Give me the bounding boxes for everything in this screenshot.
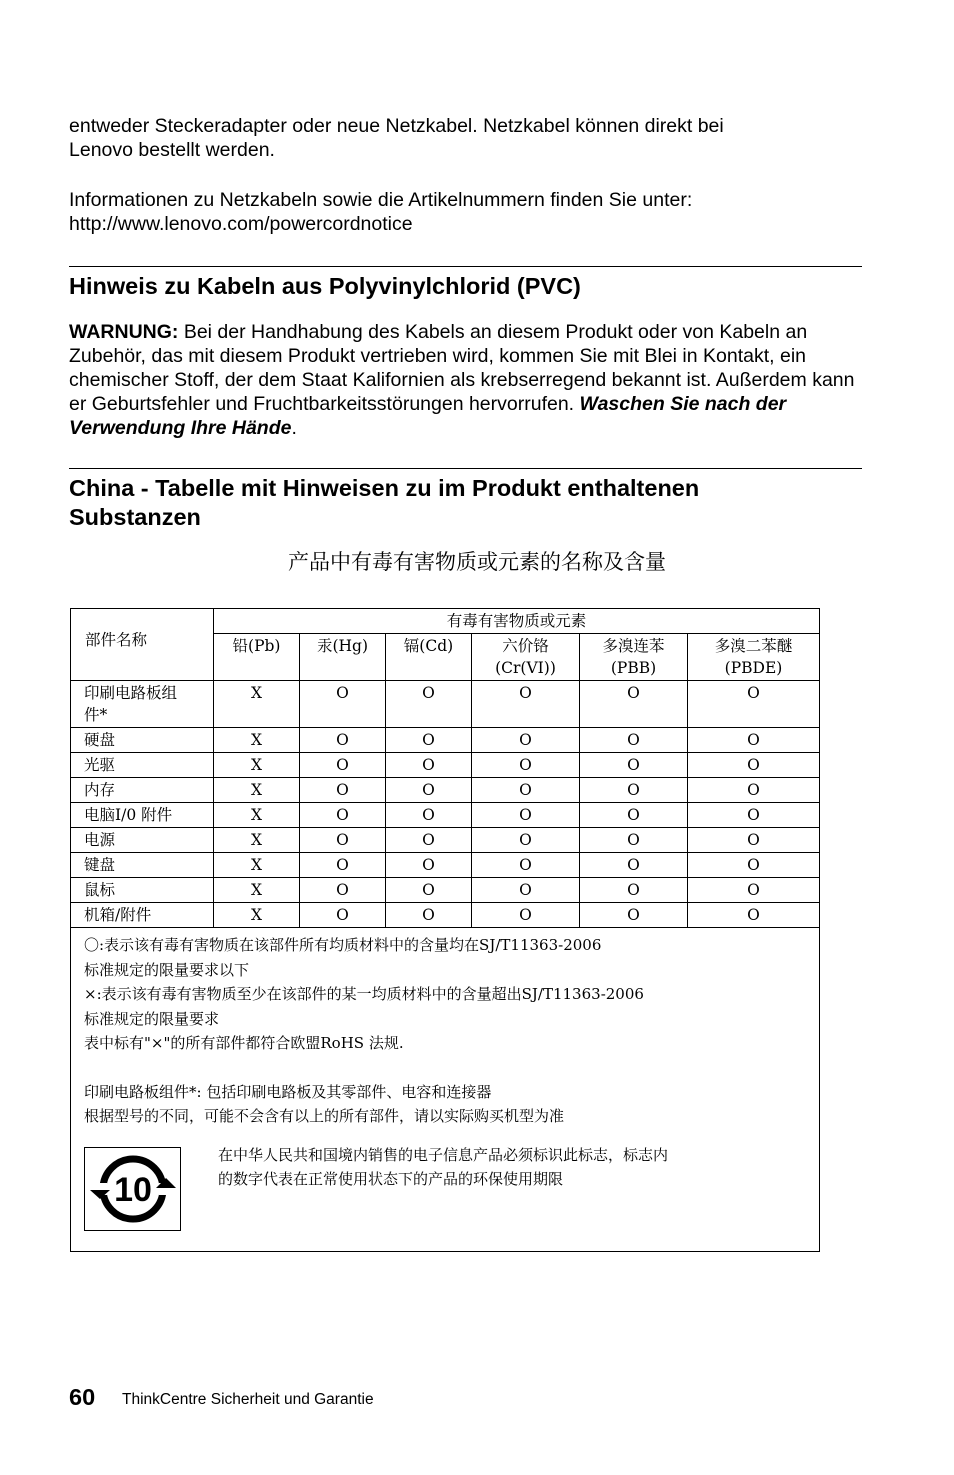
substance-value-cell: X [214, 903, 300, 928]
substance-value-cell: O [300, 853, 386, 878]
substance-value-cell: O [688, 903, 820, 928]
footer-title: ThinkCentre Sicherheit und Garantie [122, 1391, 374, 1408]
intro-line-2: Lenovo bestellt werden. [69, 139, 275, 161]
column-header-line-1: 汞(Hg) [316, 637, 369, 655]
substance-value-cell: X [214, 728, 300, 753]
table-row [71, 903, 820, 928]
table-notes-row [71, 928, 820, 1252]
table-row [71, 878, 820, 903]
substance-value-cell: O [580, 681, 688, 728]
substance-value-cell: X [214, 803, 300, 828]
substance-table [70, 608, 820, 1252]
substance-value-cell: O [688, 728, 820, 753]
info-paragraph [69, 188, 869, 236]
substance-column-header [472, 634, 580, 681]
substance-value-cell: O [300, 803, 386, 828]
substance-value-cell: X [214, 878, 300, 903]
efup-mark-text [218, 1143, 806, 1231]
note-o-line-1: 〇:表示该有毒有害物质在该部件所有均质材料中的含量均在SJ/T11363-2006 [84, 936, 602, 954]
column-header-line-1: 镉(Cd) [403, 637, 454, 655]
substance-value-cell: O [580, 728, 688, 753]
table-row [71, 828, 820, 853]
substance-value-cell: X [214, 753, 300, 778]
substance-value-cell: O [580, 828, 688, 853]
note-pcb-line-2: 根据型号的不同，可能不会含有以上的所有部件，请以实际购买机型为准 [84, 1107, 565, 1125]
part-name-cell [71, 728, 214, 753]
part-name-cell [71, 753, 214, 778]
part-name-line-1: 光驱 [84, 756, 116, 774]
substance-value-cell: O [472, 828, 580, 853]
note-x-line-1: ×:表示该有毒有害物质至少在该部件的某一均质材料中的含量超出SJ/T11363-2006 [84, 985, 644, 1003]
column-header-line-1: 六价铬 [502, 637, 549, 655]
china-heading-line-2: Substanzen [69, 504, 201, 530]
part-name-cell [71, 828, 214, 853]
substance-value-cell: O [386, 681, 472, 728]
substance-value-cell: O [300, 878, 386, 903]
table-row [71, 778, 820, 803]
substance-value-cell: O [688, 778, 820, 803]
substance-column-header [580, 634, 688, 681]
substance-value-cell: O [688, 753, 820, 778]
table-row [71, 803, 820, 828]
substance-column-header [214, 634, 300, 681]
substance-value-cell: O [472, 878, 580, 903]
substance-value-cell: O [688, 681, 820, 728]
substance-value-cell: O [688, 878, 820, 903]
substance-column-header [300, 634, 386, 681]
warning-emphasis: Waschen Sie nach der Verwendung Ihre Hände [69, 393, 787, 439]
substance-value-cell: O [580, 853, 688, 878]
substance-value-cell: O [386, 853, 472, 878]
page-number: 60 [69, 1384, 96, 1410]
part-name-line-1: 鼠标 [84, 881, 116, 899]
part-name-header: 部件名称 [71, 609, 214, 681]
china-heading-line-1: China - Tabelle mit Hinweisen zu im Produkt enthaltenen [69, 475, 700, 501]
column-header-line-2: (PBDE) [724, 659, 783, 677]
column-header-line-2: (Cr(VI)) [495, 659, 556, 677]
substance-value-cell: X [214, 778, 300, 803]
mark-line-2: 的数字代表在正常使用状态下的产品的环保使用期限 [218, 1170, 564, 1188]
substance-value-cell: O [472, 903, 580, 928]
substance-value-cell: O [386, 778, 472, 803]
intro-paragraph [69, 114, 869, 162]
table-row [71, 728, 820, 753]
part-name-line-1: 机箱/附件 [84, 906, 152, 924]
efup-mark-number: 10 [113, 1170, 152, 1209]
substance-value-cell: O [300, 828, 386, 853]
substance-value-cell: O [580, 803, 688, 828]
part-name-line-1: 硬盘 [84, 731, 116, 749]
table-row [71, 853, 820, 878]
part-name-line-1: 键盘 [84, 856, 116, 874]
table-row [71, 753, 820, 778]
substance-value-cell: X [214, 681, 300, 728]
part-name-cell [71, 803, 214, 828]
substance-value-cell: O [580, 753, 688, 778]
substance-value-cell: X [214, 853, 300, 878]
efup-10-years-icon [84, 1147, 181, 1231]
part-name-line-2: 件* [84, 706, 108, 724]
substance-value-cell: O [580, 778, 688, 803]
section-rule [69, 468, 862, 469]
substance-value-cell: X [214, 828, 300, 853]
efup-mark-row [84, 1147, 806, 1231]
powercord-url[interactable]: http://www.lenovo.com/powercordnotice [69, 213, 413, 235]
part-name-cell [71, 778, 214, 803]
substance-value-cell: O [580, 878, 688, 903]
note-o-line-2: 标准规定的限量要求以下 [84, 960, 250, 979]
substance-value-cell: O [472, 778, 580, 803]
substance-value-cell: O [386, 728, 472, 753]
column-header-line-1: 铅(Pb) [232, 637, 281, 655]
info-line: Informationen zu Netzkabeln sowie die Artikelnummern finden Sie unter: [69, 189, 693, 211]
note-x-line-2: 标准规定的限量要求 [84, 1009, 220, 1028]
part-name-cell [71, 903, 214, 928]
intro-line-1: entweder Steckeradapter oder neue Netzkabel. Netzkabel können direkt bei [69, 115, 724, 137]
warning-label: WARNUNG: [69, 321, 179, 343]
substance-value-cell: O [386, 828, 472, 853]
warning-text: Bei der Handhabung des Kabels an diesem Produkt oder von Kabeln an Zubehör, das mit diesem Produkt vertrieben wird, kommen Sie mit Blei in Kontakt, ein chemischer Stoff, der dem Staat Kalifornien als krebserregend bekannt ist. Außerdem kann er Geburtsfehler und Fruchtbarkeitsstörungen hervorrufen. [69, 321, 855, 415]
substance-column-header [386, 634, 472, 681]
substance-value-cell: O [386, 903, 472, 928]
substance-value-cell: O [300, 681, 386, 728]
part-name-line-1: 内存 [84, 781, 116, 799]
substance-value-cell: O [472, 803, 580, 828]
table-title: 产品中有毒有害物质或元素的名称及含量 [288, 550, 666, 574]
note-pcb-line-1: 印刷电路板组件*: 包括印刷电路板及其零部件、电容和连接器 [84, 1082, 492, 1101]
substance-value-cell: O [472, 853, 580, 878]
pvc-heading: Hinweis zu Kabeln aus Polyvinylchlorid (PVC) [69, 273, 581, 299]
substance-value-cell: O [386, 878, 472, 903]
substance-value-cell: O [688, 803, 820, 828]
substance-value-cell: O [300, 753, 386, 778]
substance-value-cell: O [688, 853, 820, 878]
part-name-line-1: 电脑I/0 附件 [84, 806, 173, 824]
substance-column-header [688, 634, 820, 681]
part-name-cell [71, 681, 214, 728]
substance-value-cell: O [300, 778, 386, 803]
note-eu-line: 表中标有"×"的所有部件都符合欧盟RoHS 法规. [84, 1034, 404, 1052]
substance-group-header: 有毒有害物质或元素 [214, 609, 820, 634]
substance-value-cell: O [386, 753, 472, 778]
part-name-line-1: 印刷电路板组 [84, 684, 178, 702]
mark-line-1: 在中华人民共和国境内销售的电子信息产品必须标识此标志，标志内 [218, 1145, 669, 1164]
substance-value-cell: O [300, 903, 386, 928]
part-name-cell [71, 853, 214, 878]
warning-end: . [291, 417, 297, 439]
table-notes [71, 928, 820, 1252]
substance-value-cell: O [472, 681, 580, 728]
pvc-warning-paragraph [69, 320, 869, 440]
substance-value-cell: O [580, 903, 688, 928]
column-header-line-1: 多溴连苯 [602, 637, 665, 655]
substance-value-cell: O [472, 728, 580, 753]
table-header-row [71, 609, 820, 634]
column-header-line-1: 多溴二苯醚 [714, 637, 793, 655]
substance-value-cell: O [472, 753, 580, 778]
section-rule [69, 266, 862, 267]
part-name-line-1: 电源 [84, 831, 116, 849]
part-name-cell [71, 878, 214, 903]
column-header-line-2: (PBB) [610, 659, 657, 677]
substance-value-cell: O [688, 828, 820, 853]
china-heading [69, 474, 869, 532]
table-row [71, 681, 820, 728]
substance-value-cell: O [300, 728, 386, 753]
substance-value-cell: O [386, 803, 472, 828]
table-body [71, 681, 820, 928]
